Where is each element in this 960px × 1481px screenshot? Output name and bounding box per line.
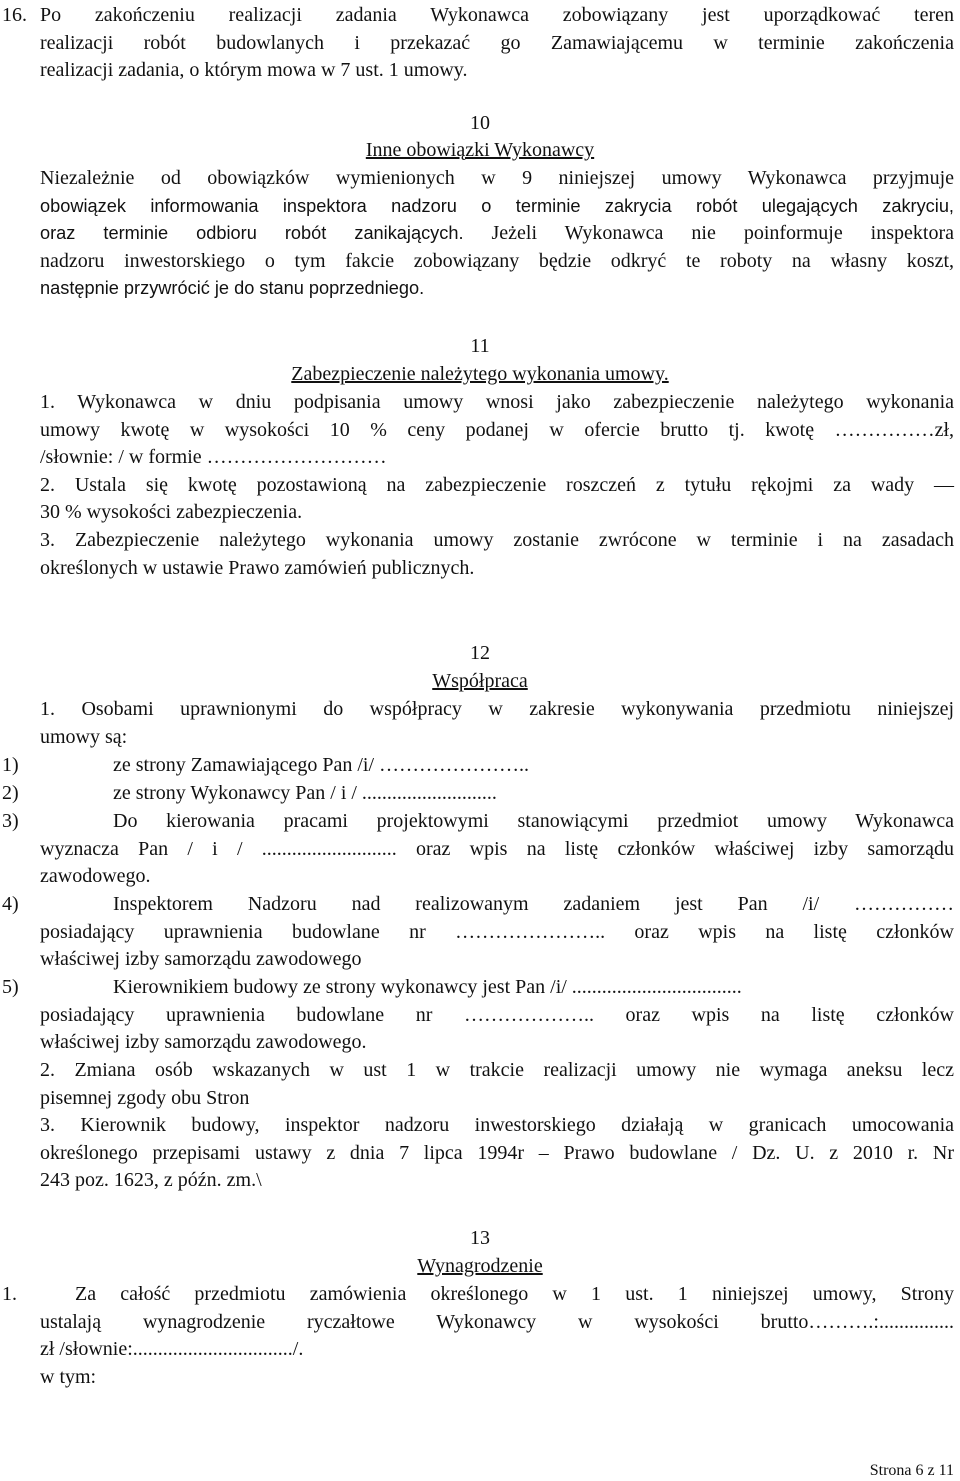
text-line: właściwej izby samorządu zawodowego. [40, 1031, 367, 1054]
section-number: 12 [470, 642, 490, 664]
text-line: 1. Osobami uprawnionymi do współpracy w zakresie wykonywania przedmiotu niniejszej [40, 698, 954, 720]
section-title: Wynagrodzenie [417, 1255, 543, 1277]
paragraph-16 [40, 2, 954, 85]
list-number: 2) [2, 782, 19, 804]
text-line: 3. Kierownik budowy, inspektor nadzoru inwestorskiego działają w granicach umocowania [40, 1114, 954, 1137]
text-line: ze strony Zamawiającego Pan /i/ ………………….. [113, 754, 530, 776]
list-number: 1. [2, 1283, 17, 1305]
text-line: pisemnej zgody obu Stron [40, 1086, 250, 1109]
text-line: ustalają wynagrodzenie ryczałtowe Wykonawcy w wysokości brutto……….:............... [40, 1310, 954, 1333]
text-line: określonych w ustawie Prawo zamówień publicznych. [40, 556, 475, 579]
text-segment: Jeżeli Wykonawca nie poinformuje inspektora [463, 222, 954, 245]
text-line: ze strony Wykonawcy Pan / i / ........................... [113, 782, 497, 804]
list-item [40, 808, 954, 891]
text-line: umowy są: [40, 725, 128, 748]
list-item [40, 1281, 954, 1391]
list-number: 3) [2, 810, 19, 832]
text-line: następnie przywrócić je do stanu poprzedniego. [40, 278, 425, 299]
text-line: 2. Zmiana osób wskazanych w ust 1 w trakcie realizacji umowy nie wymaga aneksu lecz [40, 1059, 954, 1081]
text-line: Kierownikiem budowy ze strony wykonawcy jest Pan /i/ .................................. [113, 976, 742, 998]
text-line: /słownie: / w formie ……………………… [40, 446, 387, 469]
text-line: Do kierowania pracami projektowymi stanowiącymi przedmiot umowy Wykonawca [113, 810, 954, 832]
text-line: właściwej izby samorządu zawodowego [40, 948, 362, 971]
text-line: posiadający uprawnienia budowlane nr ………………….. oraz wpis na listę członków [40, 920, 954, 943]
section-title: Współpraca [432, 670, 528, 692]
list-item [113, 752, 954, 780]
text-line-mixed [40, 220, 954, 248]
text-line: 3. Zabezpieczenie należytego wykonania umowy zostanie zwrócone w terminie i na zasadach [40, 528, 954, 551]
text-line: zawodowego. [40, 865, 151, 888]
section-number: 13 [470, 1227, 490, 1249]
text-line: nadzoru inwestorskiego o tym fakcie zobowiązany będzie odkryć te roboty na własny koszt, [40, 249, 954, 272]
text-line: wyznacza Pan / i / ........................... oraz wpis na listę członków właściwej izby samorządu [40, 837, 954, 860]
page-number-footer: Strona 6 z 11 [869, 1462, 954, 1479]
section-title: Inne obowiązki Wykonawcy [365, 139, 595, 161]
section-number: 11 [470, 335, 490, 357]
text-line: umowy kwotę w wysokości 10 % ceny podanej w ofercie brutto tj. kwotę ……………zł, [40, 418, 954, 441]
text-line: realizacji robót budowlanych i przekazać go Zamawiającemu w terminie zakończenia [40, 31, 954, 54]
list-item [113, 780, 954, 808]
text-line: w tym: [40, 1365, 97, 1388]
text-line: 2. Ustala się kwotę pozostawioną na zabezpieczenie roszczeń z tytułu rękojmi za wady — [40, 473, 954, 496]
text-line: określonego przepisami ustawy z dnia 7 lipca 1994r – Prawo budowlane / Dz. U. z 2010 r. Nr [40, 1141, 954, 1164]
text-line: Za całość przedmiotu zamówienia określonego w 1 ust. 1 niniejszej umowy, Strony [75, 1283, 954, 1305]
list-number: 5) [2, 976, 19, 998]
text-line: Niezależnie od obowiązków wymienionych w 9 niniejszej umowy Wykonawca przyjmuje [40, 167, 954, 189]
text-line: 1. Wykonawca w dniu podpisania umowy wnosi jako zabezpieczenie należytego wykonania [40, 391, 954, 413]
text-segment: oraz terminie odbioru robót zanikających. [40, 223, 464, 244]
section-title: Zabezpieczenie należytego wykonania umowy. [291, 363, 669, 385]
list-item [40, 974, 954, 1057]
list-number: 1) [2, 754, 19, 776]
list-item [40, 891, 954, 974]
text-line: posiadający uprawnienia budowlane nr ……………….. oraz wpis na listę członków [40, 1003, 954, 1026]
text-line: obowiązek informowania inspektora nadzoru o terminie zakrycia robót ulegających zakryciu, [40, 195, 954, 216]
text-line: realizacji zadania, o którym mowa w 7 ust. 1 umowy. [40, 59, 468, 82]
text-line: Inspektorem Nadzoru nad realizowanym zadaniem jest Pan /i/ …………… [113, 893, 954, 915]
text-line: Po zakończeniu realizacji zadania Wykonawca zobowiązany jest uporządkować teren [40, 4, 954, 26]
paragraph-section-12-intro [40, 696, 954, 751]
paragraph-section-12-rest [40, 1057, 954, 1195]
paragraph-section-10 [40, 165, 954, 303]
list-number: 4) [2, 893, 19, 915]
section-number: 10 [470, 112, 490, 134]
item-number: 16. [2, 4, 27, 26]
text-line: 30 % wysokości zabezpieczenia. [40, 501, 303, 524]
text-line: zł /słownie:................................/. [40, 1338, 304, 1361]
paragraph-section-11 [40, 389, 954, 582]
text-line: 243 poz. 1623, z późn. zm.\ [40, 1169, 262, 1192]
